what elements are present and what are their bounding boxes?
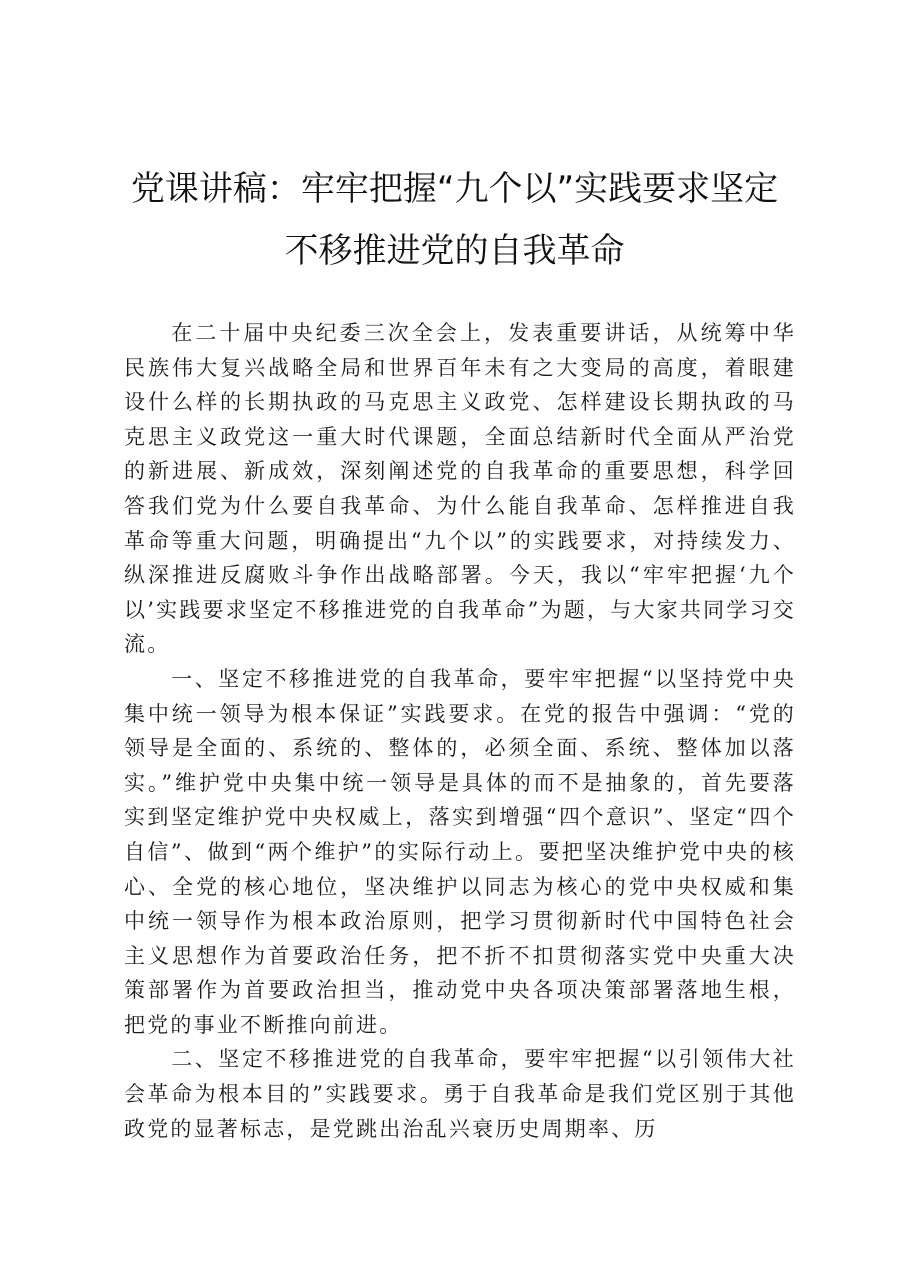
- paragraph-intro: 在二十届中央纪委三次全会上，发表重要讲话，从统筹中华民族伟大复兴战略全局和世界百年未有之大变局的高度，着眼建设什么样的长期执政的马克思主义政党、怎样建设长期执政的马克思主义政党这一重大时代课题，全面总结新时代全面从严治党的新进展、新成效，深刻阐述党的自我革命的重要思想，科学回答我们党为什么要自我革命、为什么能自我革命、怎样推进自我革命等重大问题，明确提出“九个以”的实践要求，对持续发力、纵深推进反腐败斗争作出战略部署。今天，我以“牢牢把握‘九个以’实践要求坚定不移推进党的自我革命”为题，与大家共同学习交流。: [124, 321, 796, 657]
- document-body: [124, 316, 796, 1146]
- title-line-2: 不移推进党的自我革命: [284, 231, 625, 271]
- paragraph-section-2: 二、坚定不移推进党的自我革命，要牢牢把握“以引领伟大社会革命为根本目的”实践要求。勇于自我革命是我们党区别于其他政党的显著标志，是党跳出治乱兴衰历史周期率、历: [124, 1047, 796, 1141]
- paragraph-section-1: 一、坚定不移推进党的自我革命，要牢牢把握“以坚持党中央集中统一领导为根本保证”实践要求。在党的报告中强调：“党的领导是全面的、系统的、整体的，必须全面、系统、整体加以落实。”维护党中央集中统一领导是具体的而不是抽象的，首先要落实到坚定维护党中央权威上，落实到增强“四个意识”、坚定“四个自信”、做到“两个维护”的实际行动上。要把坚决维护党中央的核心、全党的核心地位，坚决维护以同志为核心的党中央权威和集中统一领导作为根本政治原则，把学习贯彻新时代中国特色社会主义思想作为首要政治任务，把不折不扣贯彻落实党中央重大决策部署作为首要政治担当，推动党中央各项决策部署落地生根，把党的事业不断推向前进。: [124, 666, 796, 1037]
- document-title: [100, 158, 809, 282]
- title-line-1: 党课讲稿：牢牢把握“九个以”实践要求坚定: [130, 169, 779, 209]
